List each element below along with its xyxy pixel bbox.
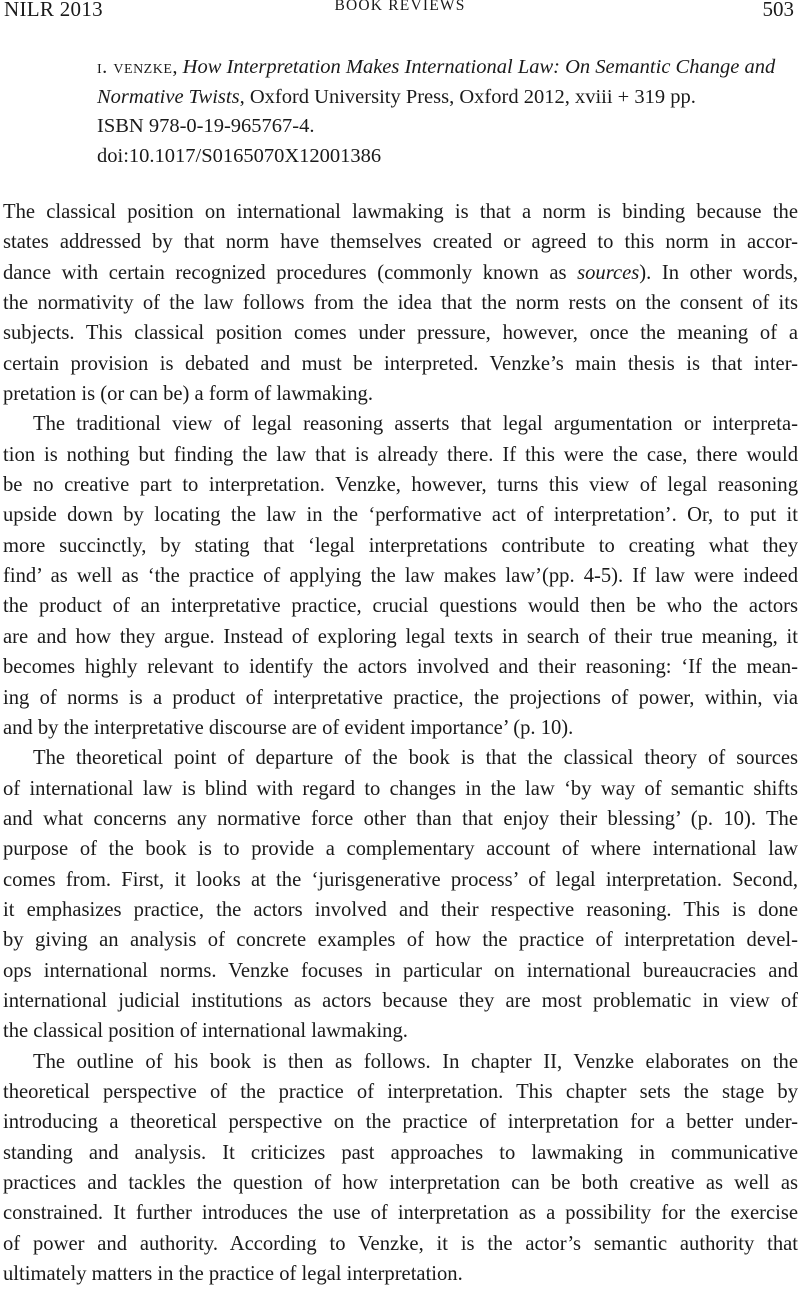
citation-line: i. venzke, How Interpretation Makes International Law: On Semantic Change and Normative Twists, Oxford University Press, Oxford 2012, xviii + 319 pp. (97, 56, 776, 108)
text-line: theoretical perspective of the practice of interpretation. This chapter sets the stage by (3, 1080, 798, 1103)
text-line: the product of an interpretative practice, crucial questions would then be who the actors (3, 595, 798, 618)
text-line: practices and tackles the question of how interpretation can be both creative as well as (3, 1172, 798, 1194)
text-line: and by the interpretative discourse are of evident importance’ (p. 10). (3, 716, 574, 739)
text-line: The outline of his book is then as follows. In chapter II, Venzke elaborates on the (33, 1050, 798, 1073)
text-line: are and how they argue. Instead of exploring legal texts in search of their true meaning, it (3, 625, 798, 648)
text-line: constrained. It further introduces the use of interpretation as a possibility for the exercise (3, 1202, 798, 1225)
section-title: BOOK REVIEWS (334, 0, 466, 14)
text-line: the classical position of international lawmaking. (3, 1020, 408, 1043)
body-paragraph (3, 409, 798, 743)
text-line: tion is nothing but finding the law that is already there. If this were the case, there would (3, 443, 798, 466)
text-line: The classical position on international lawmaking is that a norm is binding because the (3, 201, 798, 223)
text-line: more succinctly, by stating that ‘legal interpretations contribute to creating what they (3, 534, 798, 557)
text-line: subjects. This classical position comes under pressure, however, once the meaning of a (3, 322, 798, 345)
text-line: dance with certain recognized procedures (commonly known as sources). In other words, (3, 261, 798, 284)
text-line: ultimately matters in the practice of legal interpretation. (3, 1263, 463, 1286)
running-header (0, 0, 800, 26)
text-line: becomes highly relevant to identify the actors involved and their reasoning: ‘If the mean- (3, 656, 798, 679)
text-line: of international law is blind with regard to changes in the law ‘by way of semantic shifts (3, 777, 798, 800)
text-line: be no creative part to interpretation. Venzke, however, turns this view of legal reasoning (3, 474, 798, 497)
text-line: and what concerns any normative force other than that enjoy their blessing’ (p. 10). The (3, 807, 798, 830)
text-line: comes from. First, it looks at the ‘jurisgenerative process’ of legal interpretation. Second, (3, 868, 798, 891)
citation-title: How Interpretation Makes International Law: On Semantic Change and Normative Twists (97, 56, 776, 108)
review-body (3, 197, 798, 1289)
text-line: of power and authority. According to Venzke, it is the actor’s semantic authority that (3, 1232, 798, 1255)
text-line: international judicial institutions as actors because they are most problematic in view of (3, 989, 798, 1012)
text-line: standing and analysis. It criticizes past approaches to lawmaking in communicative (3, 1141, 798, 1164)
text-line: the normativity of the law follows from the idea that the norm rests on the consent of its (3, 292, 798, 315)
page-number: 503 (762, 0, 794, 21)
text-line: upside down by locating the law in the ‘performative act of interpretation’. Or, to put it (3, 504, 798, 527)
book-citation (97, 53, 797, 171)
text-line: ops international norms. Venzke focuses in particular on international bureaucracies and (3, 959, 798, 982)
text-line: The theoretical point of departure of the book is that the classical theory of sources (33, 747, 798, 770)
text-line: pretation is (or can be) a form of lawmaking. (3, 383, 373, 406)
text-line: certain provision is debated and must be interpreted. Venzke’s main thesis is that inter- (3, 352, 798, 375)
body-paragraph (3, 197, 798, 409)
body-paragraph (3, 743, 798, 1046)
citation-author: i. venzke (97, 56, 173, 78)
text-line: introducing a theoretical perspective on the practice of interpretation for a better under- (3, 1111, 798, 1134)
text-line: ing of norms is a product of interpretative practice, the projections of power, within, via (3, 686, 798, 709)
journal-name: NILR 2013 (4, 0, 103, 21)
citation-publisher: Oxford University Press, Oxford 2012, xviii + 319 pp. (249, 85, 696, 108)
text-line: it emphasizes practice, the actors involved and their respective reasoning. This is done (3, 898, 798, 921)
body-paragraph (3, 1047, 798, 1289)
text-line: states addressed by that norm have themselves created or agreed to this norm in accor- (3, 231, 798, 254)
text-line: The traditional view of legal reasoning asserts that legal argumentation or interpreta- (33, 413, 798, 436)
text-line: find’ as well as ‘the practice of applying the law makes law’(pp. 4-5). If law were indeed (3, 565, 798, 588)
text-line: purpose of the book is to provide a complementary account of where international law (3, 838, 798, 861)
text-line: by giving an analysis of concrete examples of how the practice of interpretation devel- (3, 929, 798, 952)
citation-isbn: ISBN 978-0-19-965767-4. (97, 115, 315, 137)
citation-doi: doi:10.1017/S0165070X12001386 (97, 144, 382, 167)
